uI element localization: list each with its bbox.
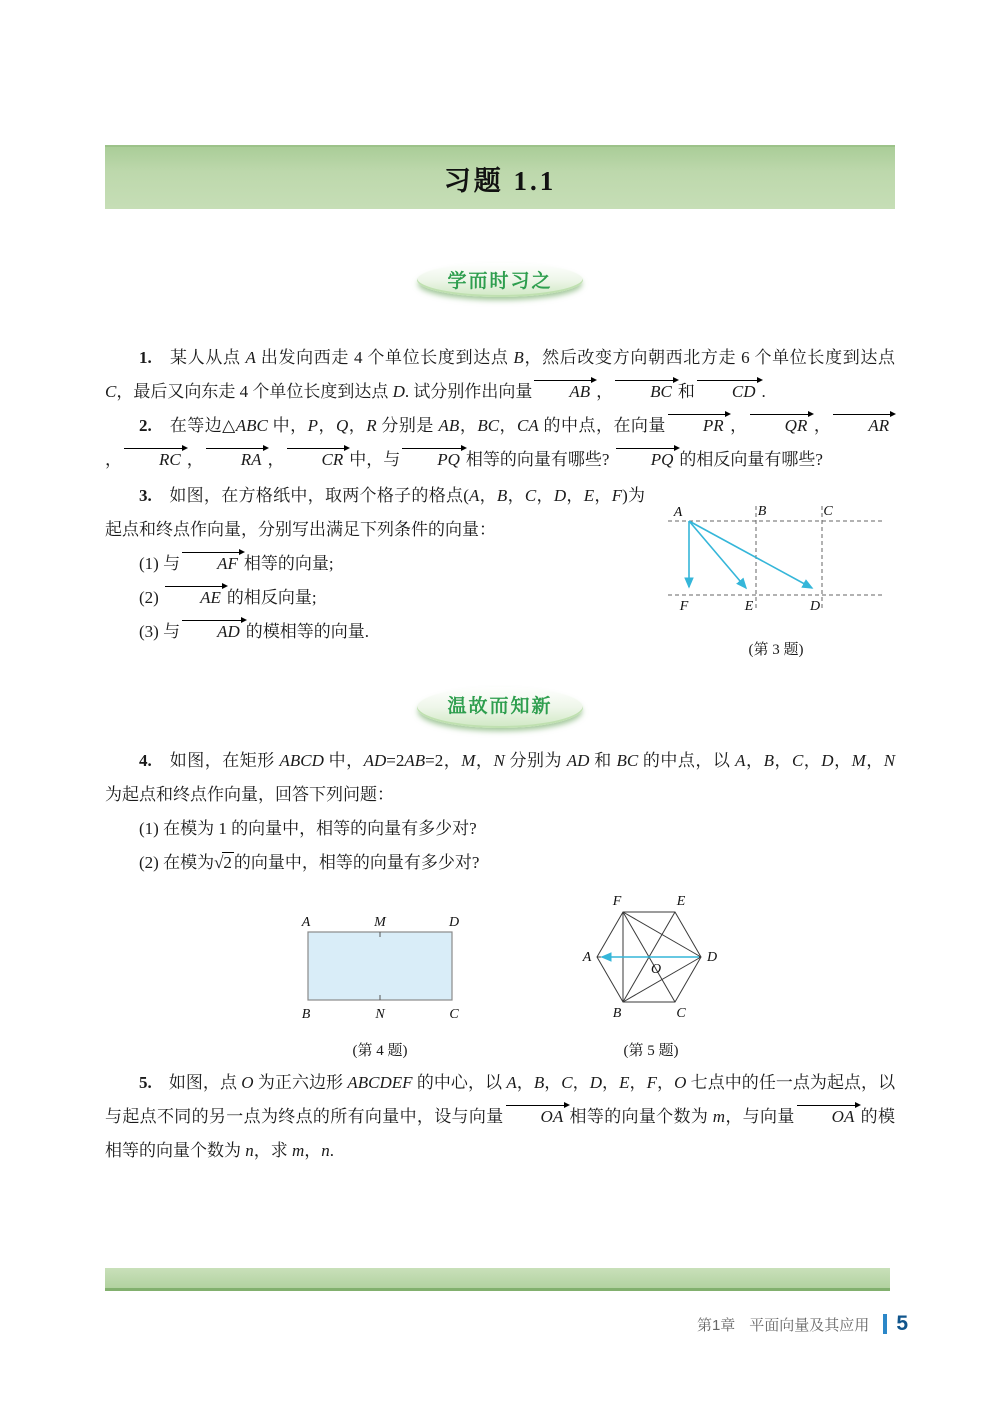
vertex-label-d: D bbox=[809, 599, 821, 614]
figure-problem-4 bbox=[290, 912, 470, 1062]
footer-chapter-title: 平面向量及其应用 bbox=[749, 1316, 870, 1334]
figure-3-caption: (第 3 题) bbox=[748, 642, 804, 658]
vertex-label-a: A bbox=[582, 950, 592, 965]
exercise-title: 习题 1.1 bbox=[443, 165, 557, 196]
problem-3-item-3: (3) 与 AD 的模相等的向量. bbox=[139, 622, 369, 641]
vertex-label-c: C bbox=[823, 504, 833, 519]
page-number: 5 bbox=[896, 1312, 908, 1335]
vertex-label-e: E bbox=[676, 894, 686, 909]
badge-study-label: 学而时习之 bbox=[447, 271, 553, 292]
vertex-label-b: B bbox=[757, 504, 767, 519]
problem-4-item-1: (1) 在模为 1 的向量中，相等的向量有多少对? bbox=[139, 819, 477, 838]
figure-4-caption: (第 4 题) bbox=[352, 1043, 408, 1059]
grid-figure bbox=[662, 483, 890, 623]
vertex-label-a: A bbox=[673, 505, 683, 520]
problem-3-item-1: (1) 与 AF 相等的向量; bbox=[139, 554, 334, 573]
page-footer bbox=[697, 1312, 908, 1336]
bottom-band bbox=[105, 1268, 890, 1291]
badge-study bbox=[417, 263, 582, 297]
figure-problem-5 bbox=[565, 892, 737, 1062]
problem-4-item-2: (2) 在模为√2 的向量中，相等的向量有多少对? bbox=[139, 853, 480, 872]
problem-4: 4. 如图，在矩形 ABCD 中，AD=2AB=2，M，N 分别为 AD 和 BC 的中点，以 A，B，C，D，M，N 为起点和终点作向量，回答下列问题： bbox=[105, 751, 896, 804]
problem-3-item-2: (2) AE 的相反向量; bbox=[139, 588, 317, 607]
problem-3-text: 3. 如图，在方格纸中，取两个格子的格点(A，B，C，D，E，F)为起点和终点作向量，分别写出满足下列条件的向量： bbox=[105, 486, 646, 539]
vertex-label-c: C bbox=[449, 1007, 459, 1022]
vertex-label-m: M bbox=[374, 915, 386, 930]
vertex-label-a: A bbox=[301, 915, 311, 930]
center-label-o: O bbox=[650, 962, 662, 977]
problem-3 bbox=[105, 477, 895, 661]
figures-row bbox=[105, 892, 895, 1062]
footer-divider-bar bbox=[883, 1314, 887, 1334]
problem-5: 5. 如图，点 O 为正六边形 ABCDEF 的中心，以 A，B，C，D，E，F，O 七点中的任一点为起点，以与起点不同的另一点为终点的所有向量中，设与向量 OA 相等的向量个数为 m，与向量 OA 的模相等的向量个数为 n，求 m，n. bbox=[105, 1073, 896, 1160]
vertex-label-b: B bbox=[301, 1007, 311, 1022]
vertex-label-f: F bbox=[679, 599, 689, 614]
badge-review bbox=[417, 687, 582, 728]
hexagon-figure bbox=[565, 892, 737, 1024]
vector-arrows bbox=[689, 521, 812, 588]
problem-2: 2. 在等边△ABC 中，P，Q，R 分别是 AB，BC，CA 的中点，在向量 PR ， QR ， AR， RC ， RA ， CR 中，与 PQ 相等的向量有哪些? PQ 的相反向量有哪些? bbox=[105, 409, 895, 477]
vertex-label-n: N bbox=[375, 1007, 385, 1022]
vertex-label-d: D bbox=[448, 915, 460, 930]
vertex-label-e: E bbox=[744, 599, 754, 614]
vertex-label-d: D bbox=[706, 950, 718, 965]
exercise-content bbox=[105, 341, 895, 1168]
figure-problem-3 bbox=[657, 483, 895, 661]
badge-review-label: 温故而知新 bbox=[447, 696, 553, 717]
figure-5-caption: (第 5 题) bbox=[623, 1043, 679, 1059]
dashed-gridlines bbox=[668, 506, 884, 610]
problem-1: 1. 某人从点 A 出发向西走 4 个单位长度到达点 B，然后改变方向朝西北方走 6 个单位长度到达点 C，最后又向东走 4 个单位长度到达点 D. 试分别作出向量 AB ， BC 和 CD . bbox=[105, 348, 896, 401]
rectangle-figure bbox=[290, 912, 470, 1024]
footer-chapter: 第1章 bbox=[696, 1316, 736, 1334]
vertex-label-c: C bbox=[676, 1006, 686, 1021]
vertex-label-b: B bbox=[612, 1006, 622, 1021]
rectangle-abcd bbox=[308, 932, 452, 1000]
vertex-label-f: F bbox=[612, 894, 622, 909]
exercise-header-band bbox=[105, 145, 895, 209]
